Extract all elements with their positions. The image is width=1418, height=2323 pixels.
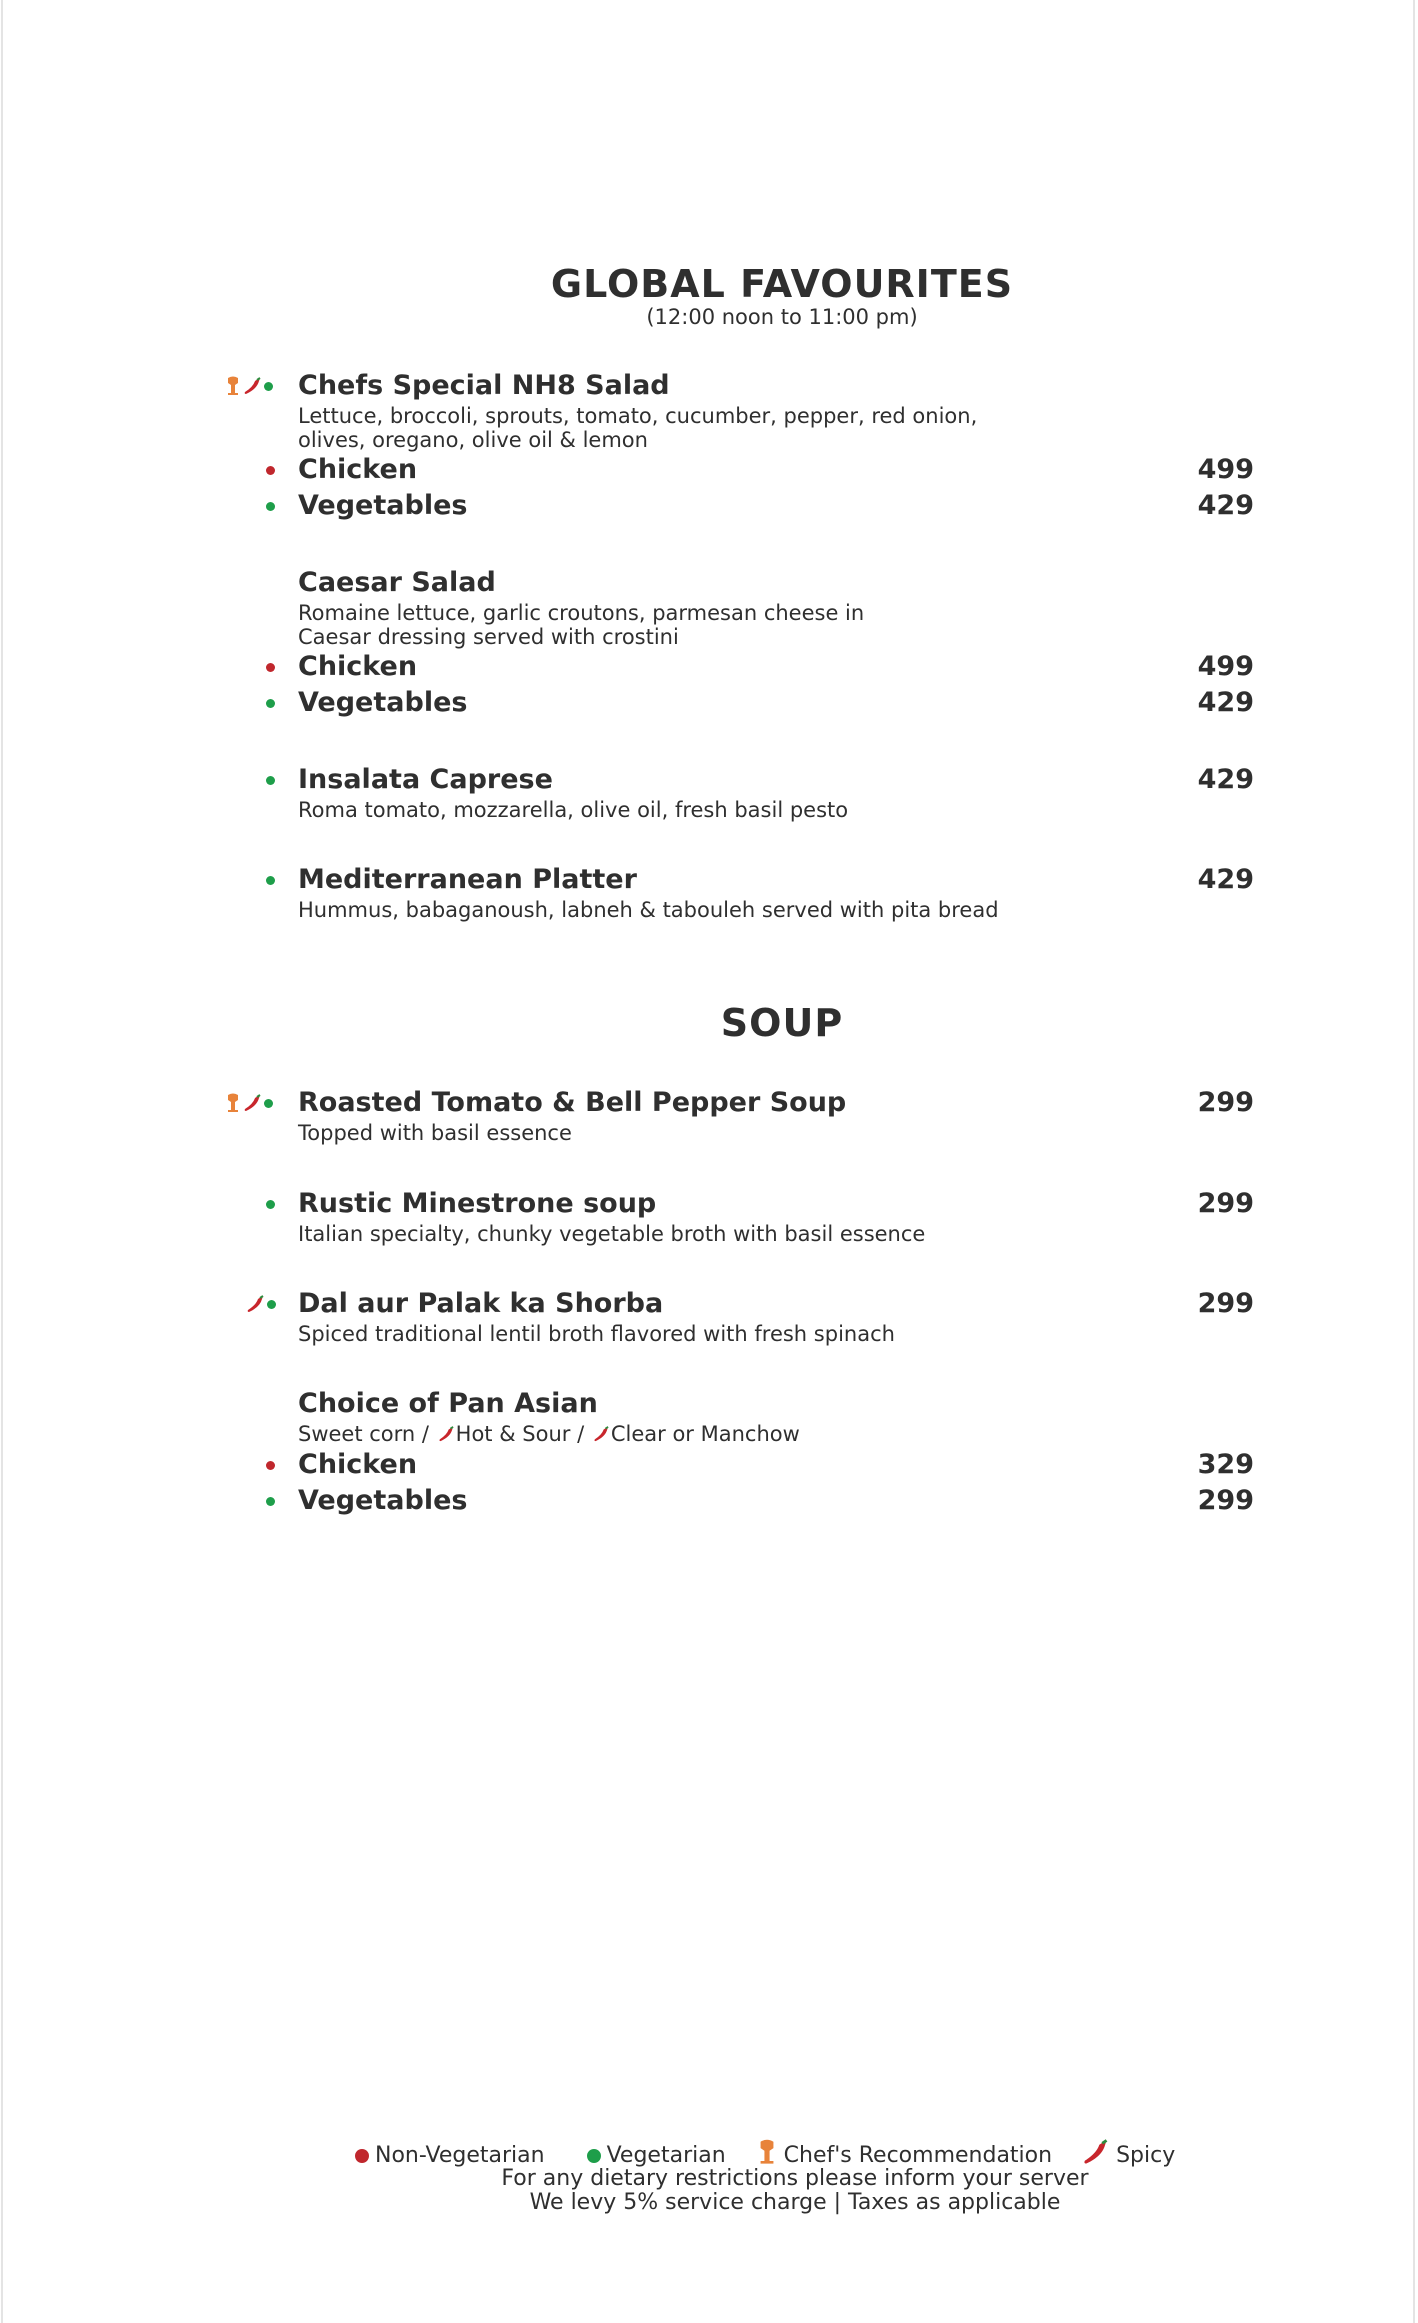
variant-label: Chicken bbox=[298, 1449, 418, 1480]
dish-description: Italian specialty, chunky vegetable broth with basil essence bbox=[298, 1222, 926, 1246]
legend-label: Spicy bbox=[1116, 2143, 1176, 2168]
dish-icons bbox=[226, 368, 273, 404]
non-veg-dot-icon bbox=[266, 663, 275, 672]
dish-description bbox=[298, 1422, 1254, 1447]
price: 499 bbox=[1197, 651, 1254, 682]
dish-dal-palak-shorba bbox=[298, 1286, 1254, 1346]
dish-name: Mediterranean Platter bbox=[298, 864, 637, 895]
dish-description: Roma tomato, mozzarella, olive oil, fresh basil pesto bbox=[298, 798, 849, 822]
soup-option-hot-sour: Hot & Sour / bbox=[455, 1422, 585, 1446]
dish-name: Caesar Salad bbox=[298, 567, 496, 598]
dish-name: Rustic Minestrone soup bbox=[298, 1188, 657, 1219]
variant-chicken bbox=[298, 649, 1254, 685]
dish-description: olives, oregano, olive oil & lemon bbox=[298, 428, 648, 452]
dish-description: Spiced traditional lentil broth flavored with fresh spinach bbox=[298, 1322, 895, 1346]
price: 299 bbox=[1197, 1087, 1254, 1118]
non-veg-dot-icon bbox=[266, 466, 275, 475]
dish-insalata-caprese bbox=[298, 762, 1254, 822]
soup-option-sweet-corn: Sweet corn / bbox=[298, 1422, 429, 1446]
price: 429 bbox=[1197, 864, 1254, 895]
chili-icon bbox=[243, 1094, 261, 1112]
veg-dot-icon bbox=[266, 1497, 275, 1506]
veg-dot-icon bbox=[264, 1099, 273, 1108]
dish-name: Choice of Pan Asian bbox=[298, 1388, 598, 1419]
dish-rustic-minestrone bbox=[298, 1186, 1254, 1246]
chef-hat-icon bbox=[226, 1093, 240, 1113]
footer-dietary-note: For any dietary restrictions please inform your server bbox=[501, 2166, 1089, 2191]
variant-label: Vegetables bbox=[298, 687, 468, 718]
legend-label: Vegetarian bbox=[606, 2143, 726, 2168]
chili-icon bbox=[438, 1423, 454, 1447]
price: 329 bbox=[1197, 1449, 1254, 1480]
variant-label: Chicken bbox=[298, 651, 418, 682]
veg-dot-icon bbox=[266, 876, 275, 885]
price: 299 bbox=[1197, 1288, 1254, 1319]
chili-icon bbox=[246, 1295, 264, 1313]
price: 429 bbox=[1197, 490, 1254, 521]
veg-dot-icon bbox=[264, 382, 273, 391]
dish-nh8-salad bbox=[298, 368, 1254, 524]
dish-name: Roasted Tomato & Bell Pepper Soup bbox=[298, 1087, 847, 1118]
dish-caesar-salad bbox=[298, 565, 1254, 721]
veg-dot-icon bbox=[266, 1200, 275, 1209]
veg-dot-icon bbox=[266, 502, 275, 511]
dish-description: Caesar dressing served with crostini bbox=[298, 625, 679, 649]
page-border bbox=[1, 0, 1415, 2323]
dish-name: Insalata Caprese bbox=[298, 764, 553, 795]
legend-label: Non-Vegetarian bbox=[375, 2143, 545, 2168]
variant-label: Chicken bbox=[298, 454, 418, 485]
variant-vegetables bbox=[298, 685, 1254, 721]
dish-description: Topped with basil essence bbox=[298, 1121, 572, 1145]
veg-dot-icon bbox=[587, 2149, 601, 2163]
legend-label: Chef's Recommendation bbox=[783, 2143, 1053, 2168]
section-title-soup: SOUP bbox=[720, 1001, 844, 1045]
chili-icon bbox=[593, 1423, 609, 1447]
variant-chicken bbox=[298, 1447, 1254, 1483]
variant-vegetables bbox=[298, 488, 1254, 524]
variant-label: Vegetables bbox=[298, 1485, 468, 1516]
dish-icons bbox=[246, 1286, 276, 1322]
price: 299 bbox=[1197, 1485, 1254, 1516]
dish-pan-asian bbox=[298, 1386, 1254, 1519]
price: 299 bbox=[1197, 1188, 1254, 1219]
chili-icon bbox=[243, 377, 261, 395]
price: 499 bbox=[1197, 454, 1254, 485]
dish-description: Romaine lettuce, garlic croutons, parmesan cheese in bbox=[298, 601, 865, 625]
section-title-global-favourites: GLOBAL FAVOURITES bbox=[550, 262, 1014, 306]
non-veg-dot-icon bbox=[355, 2149, 369, 2163]
variant-chicken bbox=[298, 452, 1254, 488]
dish-roasted-tomato-soup bbox=[298, 1085, 1254, 1145]
dish-description: Hummus, babaganoush, labneh & tabouleh served with pita bread bbox=[298, 898, 999, 922]
section-subtitle-hours: (12:00 noon to 11:00 pm) bbox=[646, 305, 918, 329]
footer-service-charge: We levy 5% service charge | Taxes as applicable bbox=[529, 2190, 1061, 2215]
soup-option-clear-manchow: Clear or Manchow bbox=[610, 1422, 800, 1446]
price: 429 bbox=[1197, 687, 1254, 718]
price: 429 bbox=[1197, 764, 1254, 795]
chef-hat-icon bbox=[226, 376, 240, 396]
veg-dot-icon bbox=[266, 776, 275, 785]
dish-name: Dal aur Palak ka Shorba bbox=[298, 1288, 664, 1319]
dish-description: Lettuce, broccoli, sprouts, tomato, cucumber, pepper, red onion, bbox=[298, 404, 978, 428]
non-veg-dot-icon bbox=[266, 1461, 275, 1470]
veg-dot-icon bbox=[267, 1300, 276, 1309]
dish-mediterranean-platter bbox=[298, 862, 1254, 922]
veg-dot-icon bbox=[266, 699, 275, 708]
variant-vegetables bbox=[298, 1483, 1254, 1519]
variant-label: Vegetables bbox=[298, 490, 468, 521]
dish-name: Chefs Special NH8 Salad bbox=[298, 370, 670, 401]
dish-icons bbox=[226, 1085, 273, 1121]
